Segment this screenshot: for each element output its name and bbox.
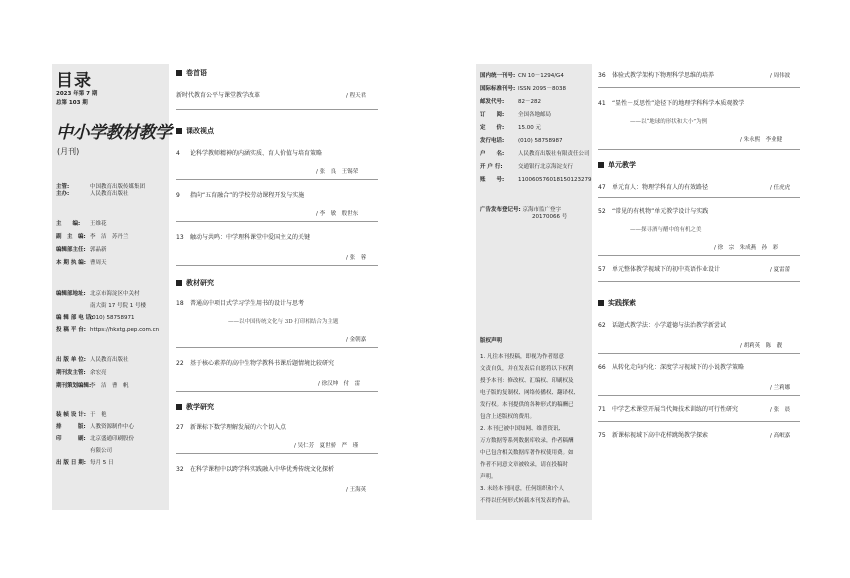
- section-heading: 教学研究: [176, 402, 378, 412]
- toc-entry[interactable]: 27 新课标下数学理解发展的六个切入点: [176, 424, 287, 431]
- masthead-row: 装 帧 设 计: 于 艳: [56, 412, 107, 418]
- publication-info: [480, 70, 592, 221]
- toc-author: / 张 良 王锡荣: [316, 169, 359, 175]
- divider: [176, 221, 378, 222]
- info-row: 订 阅: 全国各地邮局: [480, 112, 552, 118]
- copyright-line: 作者不同意文章被收录，请在投稿时: [480, 462, 569, 468]
- toc-entry[interactable]: 62 话题式教学法：小学道德与法治教学新尝试: [598, 322, 727, 329]
- section-heading: 卷首语: [176, 68, 378, 78]
- magazine-logo: 中小学教材教学: [56, 123, 172, 143]
- toc-author: / 朱永熙 李业健: [740, 137, 783, 143]
- copyright-line: 1. 凡往本刊投稿，即视为作者愿意: [480, 354, 564, 360]
- section-heading: 单元教学: [598, 160, 800, 170]
- masthead-row: 有限公司: [90, 448, 113, 454]
- masthead: [56, 184, 159, 469]
- masthead-row: 南大街 17 号院 1 号楼: [90, 303, 146, 309]
- toc-author: / 胡莉英 陈 靓: [740, 343, 783, 349]
- copyright-line: 2. 本刊已被中国知网、维普资讯、: [480, 426, 564, 432]
- divider: [598, 395, 800, 396]
- copyright-line: 文责自负，并在发表后自愿将以下权利: [480, 366, 574, 372]
- toc-entry[interactable]: 52 “常见的有机物”单元教学设计与实践: [598, 208, 709, 215]
- toc-right: [598, 70, 800, 439]
- toc-author: / 金朝嘉: [346, 337, 367, 343]
- masthead-row: 期刊发主管: 余宏亮: [56, 370, 107, 376]
- section-heading: 实践探索: [598, 298, 800, 308]
- toc-subtitle: ——以“地球的形状和大小”为例: [630, 119, 708, 125]
- copyright-line: 3. 未经本刊同意，任何组织和个人: [480, 486, 564, 492]
- toc-entry[interactable]: 9 指向“五育融合”的学校劳动课程开发与实施: [176, 192, 305, 199]
- masthead-row: 编辑部主任: 郭晶新: [56, 247, 107, 253]
- section-heading: 课改视点: [176, 126, 378, 136]
- toc-author: / 任虎虎: [770, 185, 791, 191]
- frequency: (月刊): [57, 147, 80, 156]
- info-row: 户 名: 人民教育出版社有限责任公司: [480, 151, 590, 157]
- divider: [598, 281, 800, 282]
- masthead-row: 主管: 中国教育出版传媒集团: [56, 184, 146, 190]
- masthead-row: 出 版 单 位: 人民教育出版社: [56, 357, 129, 363]
- info-row: 国内统一刊号: CN 10－1294/G4: [480, 73, 564, 79]
- copyright-line: 授予本刊：修改权、汇编权、印刷权及: [480, 378, 574, 384]
- section-heading: 教材研究: [176, 278, 378, 288]
- ad-registration-number: 20170066 号: [532, 214, 568, 220]
- copyright-line: 声明。: [480, 474, 497, 480]
- square-bullet-icon: [176, 128, 182, 134]
- info-row: 邮发代号: 82－282: [480, 99, 541, 105]
- square-bullet-icon: [176, 280, 182, 286]
- masthead-row: 副 主 编: 李 洁 苏丹兰: [56, 234, 129, 240]
- info-row: 账 号: 110060576018150123279: [480, 177, 592, 183]
- masthead-row: 编 辑 部 电 话:(010) 58758971: [56, 315, 135, 321]
- divider: [176, 391, 378, 392]
- copyright-line: 电子版的复制权、网络传播权、翻译权、: [480, 390, 580, 396]
- divider: [176, 179, 378, 180]
- masthead-row: 期刊策划编辑:李 洁 曹 帆: [56, 383, 129, 389]
- info-row: 定 价: 15.00 元: [480, 125, 541, 131]
- masthead-row: 印 刷: 北京盛通印刷股份: [56, 436, 135, 442]
- toc-entry[interactable]: 新时代教育公平与课堂教学改革: [176, 92, 261, 99]
- toc-entry[interactable]: 22 基于核心素养的高中生物学教科书课后题情境比较研究: [176, 360, 335, 367]
- toc-entry[interactable]: 13 触动与共鸣：中学理科课堂中爱国主义的关键: [176, 234, 311, 241]
- toc-author: / 徐 宗 朱成燕 孙 彩: [714, 245, 779, 251]
- info-row: 发行电话: (010) 58758987: [480, 138, 563, 144]
- square-bullet-icon: [176, 70, 182, 76]
- masthead-row: 本 期 执 编: 曹周天: [56, 260, 107, 266]
- toc-entry[interactable]: 18 普通高中项目式学习学生用书的设计与思考: [176, 300, 305, 307]
- toc-subtitle: ——探寻酒与醋中的有机之美: [630, 227, 702, 233]
- masthead-row: 出 版 日 期: 每月 5 日: [56, 460, 114, 466]
- copyright-line: 中已包含相关数据库著作权使用费。如: [480, 450, 574, 456]
- masthead-row: 投 稿 平 台: https://hkxtg.pep.com.cn: [56, 327, 160, 333]
- divider: [598, 197, 800, 198]
- copyright-line: 包含上述版权的费用。: [480, 414, 536, 420]
- ad-registration: 广告发布登记号: 京海市监广登字: [480, 207, 561, 213]
- info-row: 开 户 行: 交通银行北京海淀支行: [480, 164, 574, 170]
- toc-entry[interactable]: 71 中学艺术课堂开展当代舞技术训练的可行性研究: [598, 406, 739, 413]
- square-bullet-icon: [176, 404, 182, 410]
- info-row: 国际标准刊号: ISSN 2095－8038: [480, 86, 566, 92]
- toc-author: / 王海英: [346, 487, 367, 493]
- copyright-line: 万方数据等系列数据库收录，作者稿酬: [480, 438, 574, 444]
- toc-author: / 徐汉坤 付 雷: [318, 381, 361, 387]
- divider: [176, 453, 378, 454]
- masthead-row: 主 编: 王维花: [56, 221, 107, 227]
- divider: [176, 109, 378, 110]
- page-title: 目录: [56, 71, 92, 91]
- toc-entry[interactable]: 32 在科学课程中以跨学科实践融入中华优秀传统文化探析: [176, 466, 335, 473]
- divider: [598, 421, 800, 422]
- toc-author: / 程天君: [346, 93, 367, 99]
- toc-author: / 夏雷蕾: [770, 267, 791, 273]
- copyright-notice: [480, 338, 590, 507]
- divider: [598, 353, 800, 354]
- toc-entry[interactable]: 4 论科学教师精神的内涵实质、育人价值与培育策略: [176, 150, 323, 157]
- toc-author: / 兰莉娜: [770, 385, 791, 391]
- toc-subtitle: ——以中国传统文化与 3D 打印相结合为主题: [228, 319, 339, 325]
- copyright-title: 版权声明: [480, 338, 503, 344]
- toc-left: [176, 68, 378, 493]
- toc-entry[interactable]: 41 “显性－反思性”途径下的地理学科科学本质观教学: [598, 100, 745, 107]
- masthead-row: 排 版: 人教资源制作中心: [56, 424, 135, 430]
- divider: [598, 255, 800, 256]
- divider: [176, 265, 378, 266]
- toc-author: / 周伟波: [770, 73, 791, 79]
- toc-author: / 张 蓉: [346, 255, 367, 261]
- masthead-row: 编辑部地址: 北京市海淀区中关村: [56, 291, 140, 297]
- toc-entry[interactable]: 66 从转化走向内化：深度学习视域下的小说教学策略: [598, 364, 745, 371]
- toc-author: / 高岷嘉: [770, 433, 791, 439]
- toc-entry[interactable]: 47 单元育人：物理学科育人的有效路径: [598, 184, 709, 191]
- toc-entry[interactable]: 75 新课标视域下高中花样跳绳教学探索: [598, 432, 709, 439]
- issue-line-1: 2023 年第 7 期: [56, 91, 98, 97]
- square-bullet-icon: [598, 300, 604, 306]
- copyright-line: 发行权。本刊提供的各种形式的稿酬已: [480, 402, 574, 408]
- toc-author: / 张 晨: [770, 407, 791, 413]
- divider: [176, 347, 378, 348]
- issue-line-2: 总第 103 期: [56, 100, 88, 106]
- toc-author: / 吴仁芳 夏世骄 严 瑾: [294, 443, 359, 449]
- masthead-row: 主办: 人民教育出版社: [56, 191, 129, 197]
- divider: [598, 87, 800, 88]
- copyright-line: 不得以任何形式转载本刊发表的作品。: [480, 498, 574, 504]
- toc-entry[interactable]: 36 体验式教学架构下物理科学思维的培养: [598, 72, 715, 79]
- square-bullet-icon: [598, 162, 604, 168]
- toc-entry[interactable]: 57 单元整体教学视域下的初中英语作业设计: [598, 266, 721, 273]
- divider: [598, 149, 800, 150]
- toc-author: / 李 敏 殷世东: [316, 211, 359, 217]
